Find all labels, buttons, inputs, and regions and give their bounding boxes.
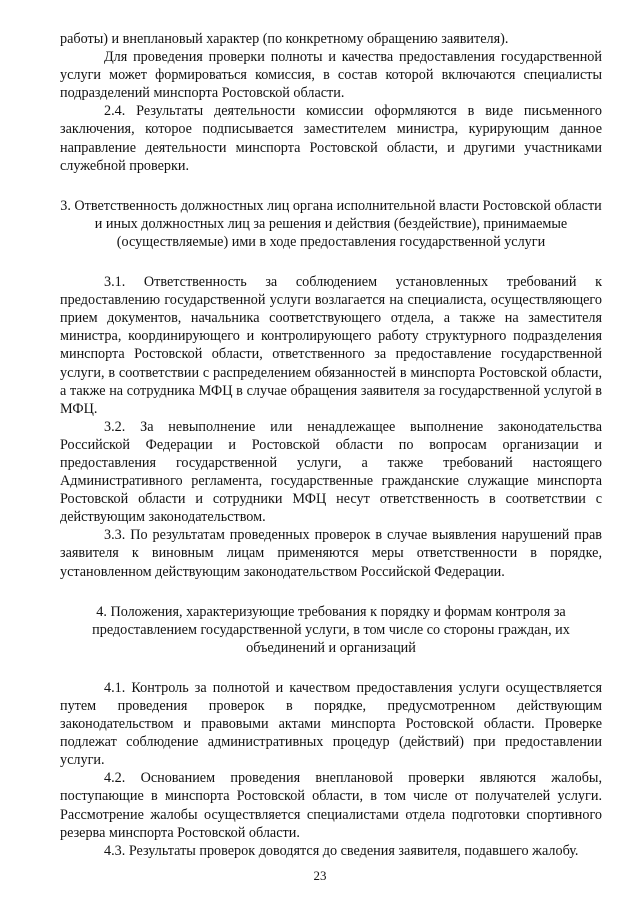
paragraph-commission: Для проведения проверки полноты и качества предоставления государственной услуги может формироваться комиссия, в состав которой включаются специалисты подразделений минспорта Ростовской области. bbox=[60, 49, 602, 102]
paragraph-4-1: 4.1. Контроль за полнотой и качеством предоставления услуги осуществляется путем проведения проверок в порядке, предусмотренном действующим законодательством и правовыми актами минспорта Ростовской области. Проверке подлежат соблюдение административных процедур (действий) при предоставлении услуги. bbox=[60, 679, 602, 769]
document-page bbox=[60, 30, 602, 860]
paragraph-3-1: 3.1. Ответственность за соблюдением установленных требований к предоставлению государственной услуги возлагается на специалиста, осуществляющего прием документов, начальника соответствующего отдела, а также на заместителя министра, координирующего и контролирующего работу структурного подразделения минспорта Ростовской области, ответственного за предоставление государственной услуги, в соответствии с распределением обязанностей в минспорта Ростовской области, а также на сотрудника МФЦ в случае обращения заявителя за государственной услугой в МФЦ. bbox=[60, 274, 602, 417]
section-4-heading: 4. Положения, характеризующие требования к порядку и формам контроля за предоставлением государственной услуги, в том числе со стороны граждан, их объединений и организаций bbox=[92, 603, 570, 656]
paragraph-3-3: 3.3. По результатам проведенных проверок в случае выявления нарушений прав заявителя к виновным лицам применяются меры ответственности в порядке, установленном действующим законодательством Российской Федерации. bbox=[60, 527, 602, 580]
paragraph-2-4: 2.4. Результаты деятельности комиссии оформляются в виде письменного заключения, которое подписывается заместителем министра, курирующим данное направление деятельности минспорта Ростовской области, и другими участниками служебной проверки. bbox=[60, 103, 602, 174]
paragraph-4-2: 4.2. Основанием проведения внеплановой проверки являются жалобы, поступающие в минспорта Ростовской области, в том числе от получателей услуги. Рассмотрение жалобы осуществляется специалистами отдела подготовки спортивного резерва минспорта Ростовской области. bbox=[60, 770, 602, 841]
paragraph-4-3: 4.3. Результаты проверок доводятся до сведения заявителя, подавшего жалобу. bbox=[104, 842, 579, 859]
paragraph-continuation: работы) и внеплановый характер (по конкретному обращению заявителя). bbox=[60, 31, 509, 47]
page-number: 23 bbox=[313, 868, 327, 883]
paragraph-3-2: 3.2. За невыполнение или ненадлежащее выполнение законодательства Российской Федерации и Ростовской области по вопросам организации и предоставления государственной услуги, а также требований настоящего Административного регламента, государственные гражданские служащие минспорта Ростовской области и сотрудники МФЦ несут ответственность в соответствии с действующим законодательством. bbox=[60, 418, 602, 526]
section-3-heading: 3. Ответственность должностных лиц органа исполнительной власти Ростовской области и иных должностных лиц за решения и действия (бездействие), принимаемые (осуществляемые) ими в ходе предоставления государственной услуги bbox=[60, 197, 602, 250]
